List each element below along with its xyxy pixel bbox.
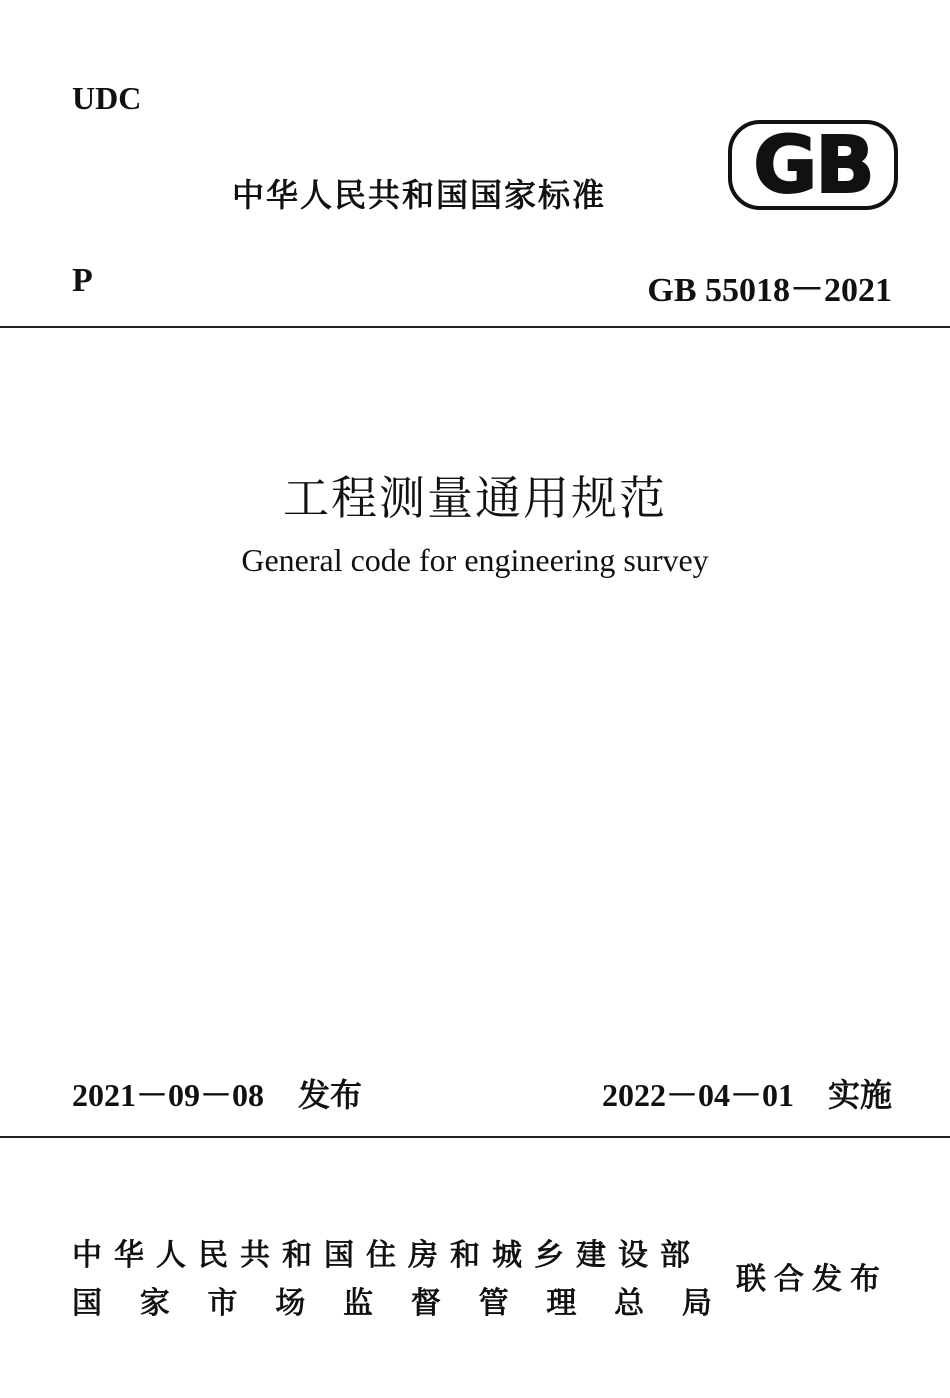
publisher-char: 市 (207, 1286, 238, 1321)
title-english: General code for engineering survey (241, 542, 709, 578)
issue-label: 发布 (298, 1076, 363, 1114)
implementation-label: 实施 (827, 1076, 892, 1114)
gb-logo (728, 120, 898, 210)
publisher-char: 家 (139, 1286, 170, 1321)
publisher-char: 总 (614, 1286, 645, 1321)
publisher-char: 局 (681, 1286, 712, 1321)
issue-date-block (72, 1070, 362, 1116)
publisher-char: 理 (546, 1286, 577, 1321)
publisher-char: 督 (410, 1286, 441, 1321)
standard-category: 中华人民共和国国家标准 (232, 176, 607, 214)
issue-date: 2021－09－08 (72, 1077, 265, 1113)
implementation-date-block (602, 1070, 892, 1116)
publisher-char: 场 (275, 1286, 306, 1321)
classification-code: P (72, 262, 93, 299)
publisher-char: 监 (343, 1286, 374, 1321)
publisher-char: 国 (72, 1286, 102, 1321)
udc-label: UDC (72, 80, 142, 116)
standard-number: GB 55018－2021 (647, 272, 892, 309)
bottom-divider (0, 1136, 950, 1138)
gb-logo-text: GB (753, 121, 873, 210)
publisher-line-1: 中华人民共和国住房和城乡建设部 (72, 1238, 702, 1273)
publisher-char: 管 (478, 1286, 509, 1321)
implementation-date: 2022－04－01 (601, 1077, 794, 1113)
title-chinese: 工程测量通用规范 (283, 471, 667, 525)
joint-publish-label: 联合发布 (736, 1262, 888, 1297)
publisher-line-2 (72, 1278, 712, 1322)
top-divider (0, 326, 950, 328)
